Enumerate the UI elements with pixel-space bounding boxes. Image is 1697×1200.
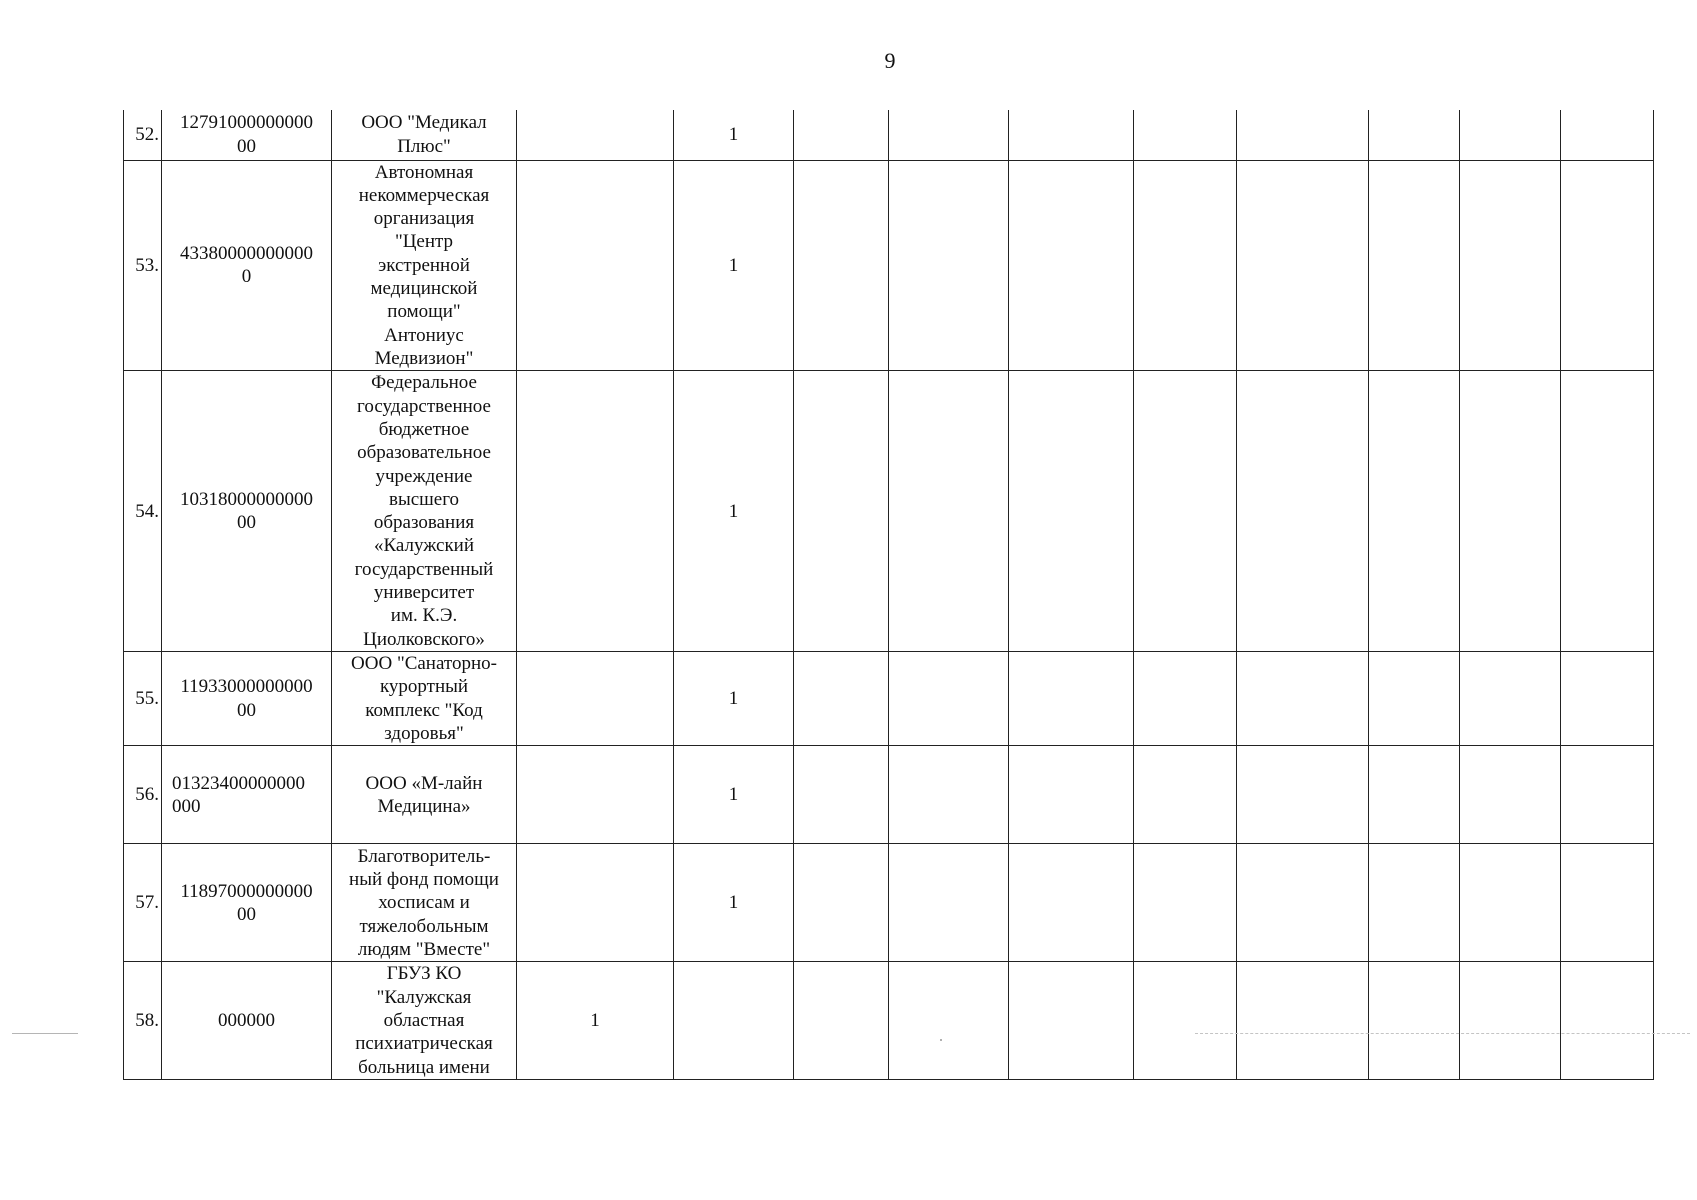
empty-cell [1009,160,1134,371]
table-row [124,962,1654,1079]
empty-cell [1134,652,1237,746]
empty-cell [889,844,1009,962]
empty-cell [1009,371,1134,652]
empty-cell [1009,110,1134,160]
organization-name: Благотворитель- ный фонд помощи хосписам и тяжелобольным людям "Вместе" [332,844,517,962]
empty-cell [1134,844,1237,962]
empty-cell [1460,160,1561,371]
empty-cell [1237,962,1369,1079]
empty-cell [1561,746,1654,844]
organization-name: ООО "Медикал Плюс" [332,110,517,160]
value-cell: 1 [674,110,794,160]
empty-cell [1561,110,1654,160]
table-row [124,844,1654,962]
value-cell [517,371,674,652]
empty-cell [1369,652,1460,746]
value-cell [517,652,674,746]
registry-code: 12791000000000 00 [162,110,332,160]
registry-code: 11933000000000 00 [162,652,332,746]
registry-code: 10318000000000 00 [162,371,332,652]
empty-cell [889,160,1009,371]
empty-cell [1134,746,1237,844]
value-cell [517,746,674,844]
page-number: 9 [884,48,896,73]
empty-cell [1009,746,1134,844]
empty-cell [1369,371,1460,652]
value-cell [517,160,674,371]
scan-artifact-line [1195,1033,1690,1034]
row-number: 56. [124,746,162,844]
value-cell [517,844,674,962]
empty-cell [794,652,889,746]
organization-name: ГБУЗ КО "Калужская областная психиатрическая больница имени [332,962,517,1079]
empty-cell [1237,652,1369,746]
table-row [124,110,1654,160]
empty-cell [794,160,889,371]
registry-code: 01323400000000 000 [162,746,332,844]
registry-code: 43380000000000 0 [162,160,332,371]
empty-cell [889,746,1009,844]
value-cell: 1 [674,652,794,746]
row-number: 57. [124,844,162,962]
registry-code: 11897000000000 00 [162,844,332,962]
empty-cell [1561,962,1654,1079]
empty-cell [889,652,1009,746]
organization-name: Федеральное государственное бюджетное образовательное учреждение высшего образования «Калужский государственный университет им. К.Э. Циолковского» [332,371,517,652]
empty-cell [794,962,889,1079]
value-cell: 1 [674,746,794,844]
empty-cell [889,110,1009,160]
empty-cell [1237,371,1369,652]
table-row [124,371,1654,652]
empty-cell [1369,962,1460,1079]
empty-cell [1009,844,1134,962]
value-cell [674,962,794,1079]
scan-artifact-line [12,1033,78,1034]
empty-cell [1134,110,1237,160]
scan-artifact-dot [940,1039,942,1041]
organization-name: Автономная некоммерческая организация "Центр экстренной медицинской помощи" Антониус Медвизион" [332,160,517,371]
registry-table [123,110,1654,1080]
organization-name: ООО «М-лайн Медицина» [332,746,517,844]
table-row [124,746,1654,844]
row-number: 55. [124,652,162,746]
table-row [124,652,1654,746]
empty-cell [1009,962,1134,1079]
empty-cell [1460,110,1561,160]
empty-cell [889,371,1009,652]
empty-cell [1369,110,1460,160]
empty-cell [1369,746,1460,844]
empty-cell [1237,844,1369,962]
empty-cell [1561,652,1654,746]
empty-cell [889,962,1009,1079]
empty-cell [1237,110,1369,160]
empty-cell [1561,844,1654,962]
empty-cell [1460,746,1561,844]
empty-cell [1369,844,1460,962]
value-cell: 1 [517,962,674,1079]
organization-name: ООО "Санаторно- курортный комплекс "Код здоровья" [332,652,517,746]
value-cell: 1 [674,371,794,652]
empty-cell [1460,371,1561,652]
table-row [124,160,1654,371]
empty-cell [1237,746,1369,844]
value-cell [517,110,674,160]
empty-cell [1134,160,1237,371]
empty-cell [1561,371,1654,652]
empty-cell [1460,962,1561,1079]
empty-cell [1009,652,1134,746]
empty-cell [1369,160,1460,371]
empty-cell [1561,160,1654,371]
value-cell: 1 [674,844,794,962]
empty-cell [794,746,889,844]
empty-cell [1460,844,1561,962]
empty-cell [1134,371,1237,652]
empty-cell [794,844,889,962]
empty-cell [1237,160,1369,371]
row-number: 52. [124,110,162,160]
registry-code: 000000 [162,962,332,1079]
row-number: 53. [124,160,162,371]
empty-cell [794,371,889,652]
empty-cell [1134,962,1237,1079]
empty-cell [1460,652,1561,746]
row-number: 58. [124,962,162,1079]
row-number: 54. [124,371,162,652]
empty-cell [794,110,889,160]
value-cell: 1 [674,160,794,371]
registry-table-body [124,110,1654,1079]
